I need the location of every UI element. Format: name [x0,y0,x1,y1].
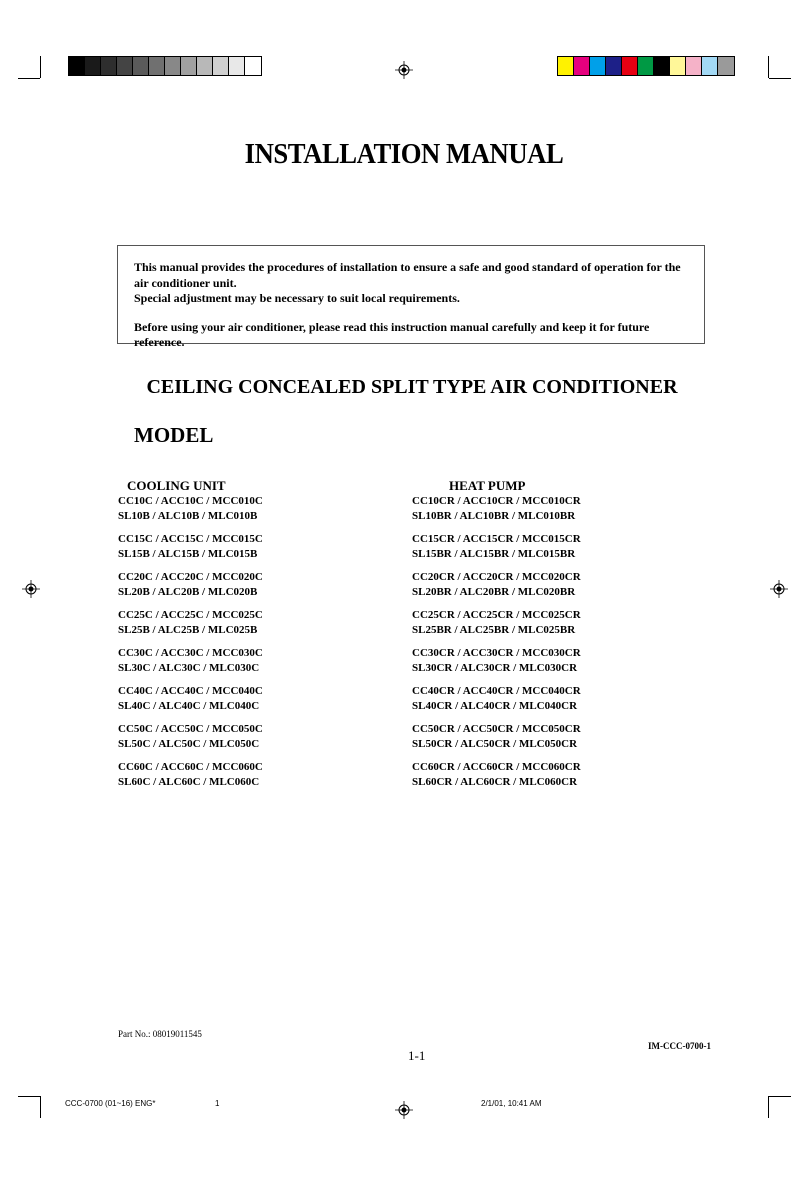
model-group [412,684,581,714]
product-subtitle: CEILING CONCEALED SPLIT TYPE AIR CONDITIONER [146,376,678,398]
model-number: CC15CR / ACC15CR / MCC015CR [412,533,581,545]
registration-mark-icon [22,580,40,598]
model-number: SL10B / ALC10B / MLC010B [118,510,258,522]
calibration-swatch [606,57,622,75]
cooling-unit-model-list [118,494,263,798]
notice-line: This manual provides the procedures of installation to ensure a safe and good standard of operation for the air conditioner unit. [134,260,681,290]
model-number: CC50C / ACC50C / MCC050C [118,723,263,735]
calibration-swatch [558,57,574,75]
model-number: CC40CR / ACC40CR / MCC040CR [412,685,581,697]
model-number: SL15B / ALC15B / MLC015B [118,548,258,560]
model-group [118,532,263,562]
model-group [412,608,581,638]
calibration-swatch [638,57,654,75]
model-number: CC30CR / ACC30CR / MCC030CR [412,647,581,659]
color-calibration-strip [557,56,735,76]
model-number: SL40C / ALC40C / MLC040C [118,700,260,712]
notice-line: Before using your air conditioner, please read this instruction manual carefully and keep it for future reference. [134,319,650,349]
model-number: CC50CR / ACC50CR / MCC050CR [412,723,581,735]
model-group [412,532,581,562]
notice-line: Special adjustment may be necessary to suit local requirements. [134,291,460,305]
model-number: CC30C / ACC30C / MCC030C [118,647,263,659]
model-number: SL10BR / ALC10BR / MLC010BR [412,510,576,522]
registration-mark-icon [395,1101,413,1119]
heat-pump-heading: HEAT PUMP [449,478,526,493]
calibration-swatch [117,57,133,75]
model-number: CC25CR / ACC25CR / MCC025CR [412,609,581,621]
calibration-swatch [670,57,686,75]
model-group [118,494,263,524]
model-heading: MODEL [134,423,214,447]
grayscale-calibration-strip [68,56,262,76]
calibration-swatch [686,57,702,75]
model-group [412,646,581,676]
model-number: SL40CR / ALC40CR / MLC040CR [412,700,578,712]
model-number: CC60C / ACC60C / MCC060C [118,761,263,773]
calibration-swatch [133,57,149,75]
calibration-swatch [590,57,606,75]
calibration-swatch [654,57,670,75]
model-group [118,570,263,600]
calibration-swatch [197,57,213,75]
model-group [412,722,581,752]
model-number: SL25BR / ALC25BR / MLC025BR [412,624,576,636]
model-number: CC10CR / ACC10CR / MCC010CR [412,495,581,507]
calibration-swatch [574,57,590,75]
model-number: SL20B / ALC20B / MLC020B [118,586,258,598]
calibration-swatch [85,57,101,75]
part-number: Part No.: 08019011545 [118,1029,202,1039]
model-group [118,646,263,676]
model-number: CC25C / ACC25C / MCC025C [118,609,263,621]
model-number: SL20BR / ALC20BR / MLC020BR [412,586,576,598]
registration-mark-icon [770,580,788,598]
model-number: SL30CR / ALC30CR / MLC030CR [412,662,578,674]
model-group [118,608,263,638]
calibration-swatch [69,57,85,75]
model-group [118,760,263,790]
model-number: SL25B / ALC25B / MLC025B [118,624,258,636]
model-number: CC10C / ACC10C / MCC010C [118,495,263,507]
calibration-swatch [149,57,165,75]
calibration-swatch [245,57,261,75]
document-code: IM-CCC-0700-1 [648,1041,711,1051]
model-group [118,722,263,752]
calibration-swatch [718,57,734,75]
model-group [412,760,581,790]
model-number: SL30C / ALC30C / MLC030C [118,662,260,674]
model-number: CC20CR / ACC20CR / MCC020CR [412,571,581,583]
slug-file-name: CCC-0700 (01~16) ENG* [65,1099,156,1108]
calibration-swatch [165,57,181,75]
slug-page: 1 [215,1099,220,1108]
calibration-swatch [213,57,229,75]
model-group [412,570,581,600]
calibration-swatch [622,57,638,75]
page-title: INSTALLATION MANUAL [244,138,564,170]
heat-pump-model-list [412,494,581,798]
model-number: CC40C / ACC40C / MCC040C [118,685,263,697]
cooling-unit-heading: COOLING UNIT [127,478,226,493]
slug-datetime: 2/1/01, 10:41 AM [481,1099,542,1108]
model-number: SL50CR / ALC50CR / MLC050CR [412,738,578,750]
calibration-swatch [229,57,245,75]
model-number: SL60C / ALC60C / MLC060C [118,776,260,788]
model-group [118,684,263,714]
model-number: CC15C / ACC15C / MCC015C [118,533,263,545]
calibration-swatch [702,57,718,75]
notice-box [117,245,705,349]
registration-mark-icon [395,61,413,79]
model-number: SL50C / ALC50C / MLC050C [118,738,260,750]
model-number: SL60CR / ALC60CR / MLC060CR [412,776,578,788]
calibration-swatch [101,57,117,75]
page-number: 1-1 [408,1048,426,1063]
model-number: CC20C / ACC20C / MCC020C [118,571,263,583]
model-group [412,494,581,524]
model-number: CC60CR / ACC60CR / MCC060CR [412,761,581,773]
calibration-swatch [181,57,197,75]
model-number: SL15BR / ALC15BR / MLC015BR [412,548,576,560]
